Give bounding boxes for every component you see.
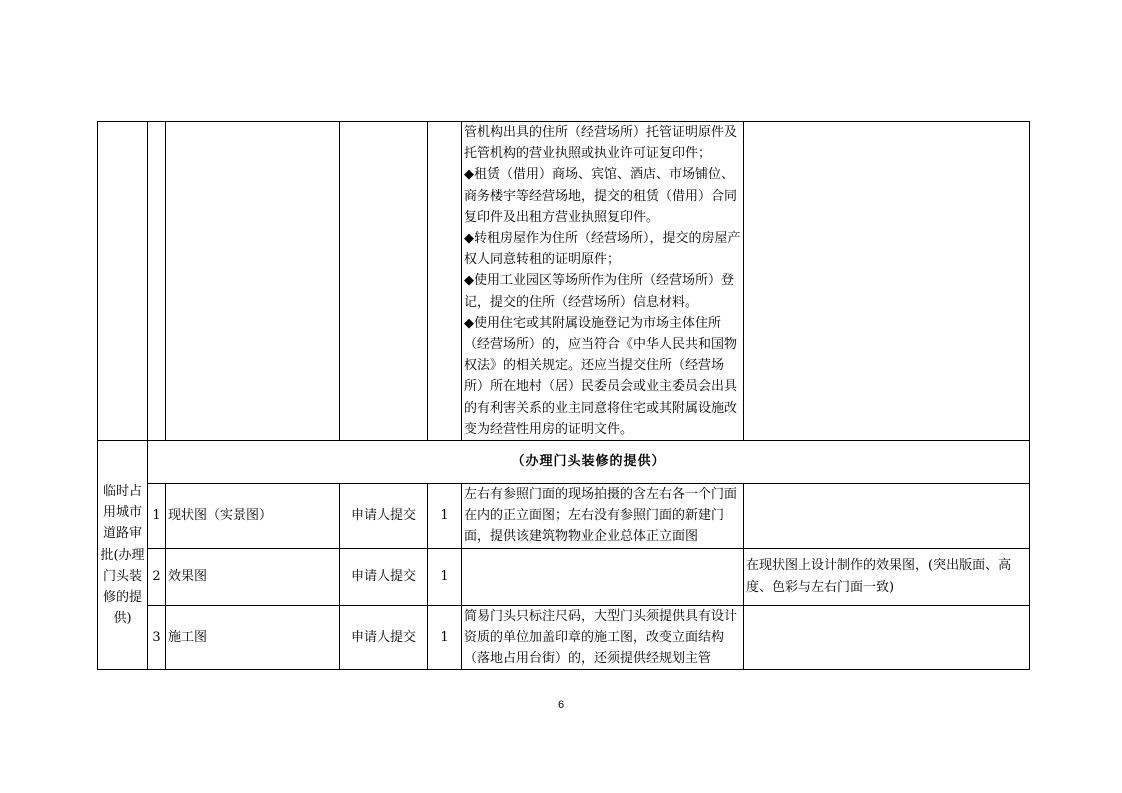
- requirement-item: ◆使用工业园区等场所作为住所（经营场所）登记，提交的住所（经营场所）信息材料。: [464, 273, 734, 310]
- category-label: 临时占用城市道路审批(办理门头装修的提供): [98, 441, 148, 670]
- table-row: [98, 122, 1030, 441]
- page-number: 6: [557, 699, 565, 711]
- material-name: 施工图: [166, 605, 340, 670]
- copies: 1: [428, 484, 462, 549]
- note: 在现状图上设计制作的效果图，(突出版面、高度、色彩与左右门面一致): [744, 548, 1030, 605]
- materials-table: [97, 121, 1030, 670]
- material-name-cell: [166, 122, 340, 441]
- table-row: [98, 484, 1030, 549]
- row-number: 3: [148, 605, 166, 670]
- material-name: 效果图: [166, 548, 340, 605]
- note: [744, 605, 1030, 670]
- category-cell: [98, 122, 148, 441]
- requirement-item: 管机构出具的住所（经营场所）托管证明原件及托管机构的营业执照或执业许可证复印件；: [464, 125, 738, 162]
- material-source: 申请人提交: [340, 484, 428, 549]
- table-row: [98, 548, 1030, 605]
- section-title: （办理门头装修的提供）: [148, 441, 1030, 484]
- row-number: 2: [148, 548, 166, 605]
- copies-cell: [428, 122, 462, 441]
- note: [744, 484, 1030, 549]
- requirement: [462, 548, 744, 605]
- requirement-item: ◆转租房屋作为住所（经营场所），提交的房屋产权人同意转租的证明原件；: [464, 231, 741, 268]
- source-cell: [340, 122, 428, 441]
- requirement-item: ◆租赁（借用）商场、宾馆、酒店、市场铺位、商务楼宇等经营场地，提交的租赁（借用）合同复印件及出租方营业执照复印件。: [464, 167, 738, 225]
- material-name: 现状图（实景图）: [166, 484, 340, 549]
- copies: 1: [428, 605, 462, 670]
- note-cell: [744, 122, 1030, 441]
- number-cell: [148, 122, 166, 441]
- table-row: [98, 605, 1030, 670]
- row-number: 1: [148, 484, 166, 549]
- requirement: 简易门头只标注尺码，大型门头须提供具有设计资质的单位加盖印章的施工图，改变立面结构（落地占用台街）的，还须提供经规划主管: [462, 605, 744, 670]
- material-source: 申请人提交: [340, 548, 428, 605]
- requirement-cell: [462, 122, 744, 441]
- material-source: 申请人提交: [340, 605, 428, 670]
- copies: 1: [428, 548, 462, 605]
- requirement: 左右有参照门面的现场拍摄的含左右各一个门面在内的正立面图；左右没有参照门面的新建门面，提供该建筑物物业企业总体正立面图: [462, 484, 744, 549]
- section-row: [98, 441, 1030, 484]
- requirement-item: ◆使用住宅或其附属设施登记为市场主体住所（经营场所）的，应当符合《中华人民共和国物权法》的相关规定。还应当提交住所（经营场所）所在地村（居）民委员会或业主委员会出具的有利害关系的业主同意将住宅或其附属设施改变为经营性用房的证明文件。: [464, 315, 738, 437]
